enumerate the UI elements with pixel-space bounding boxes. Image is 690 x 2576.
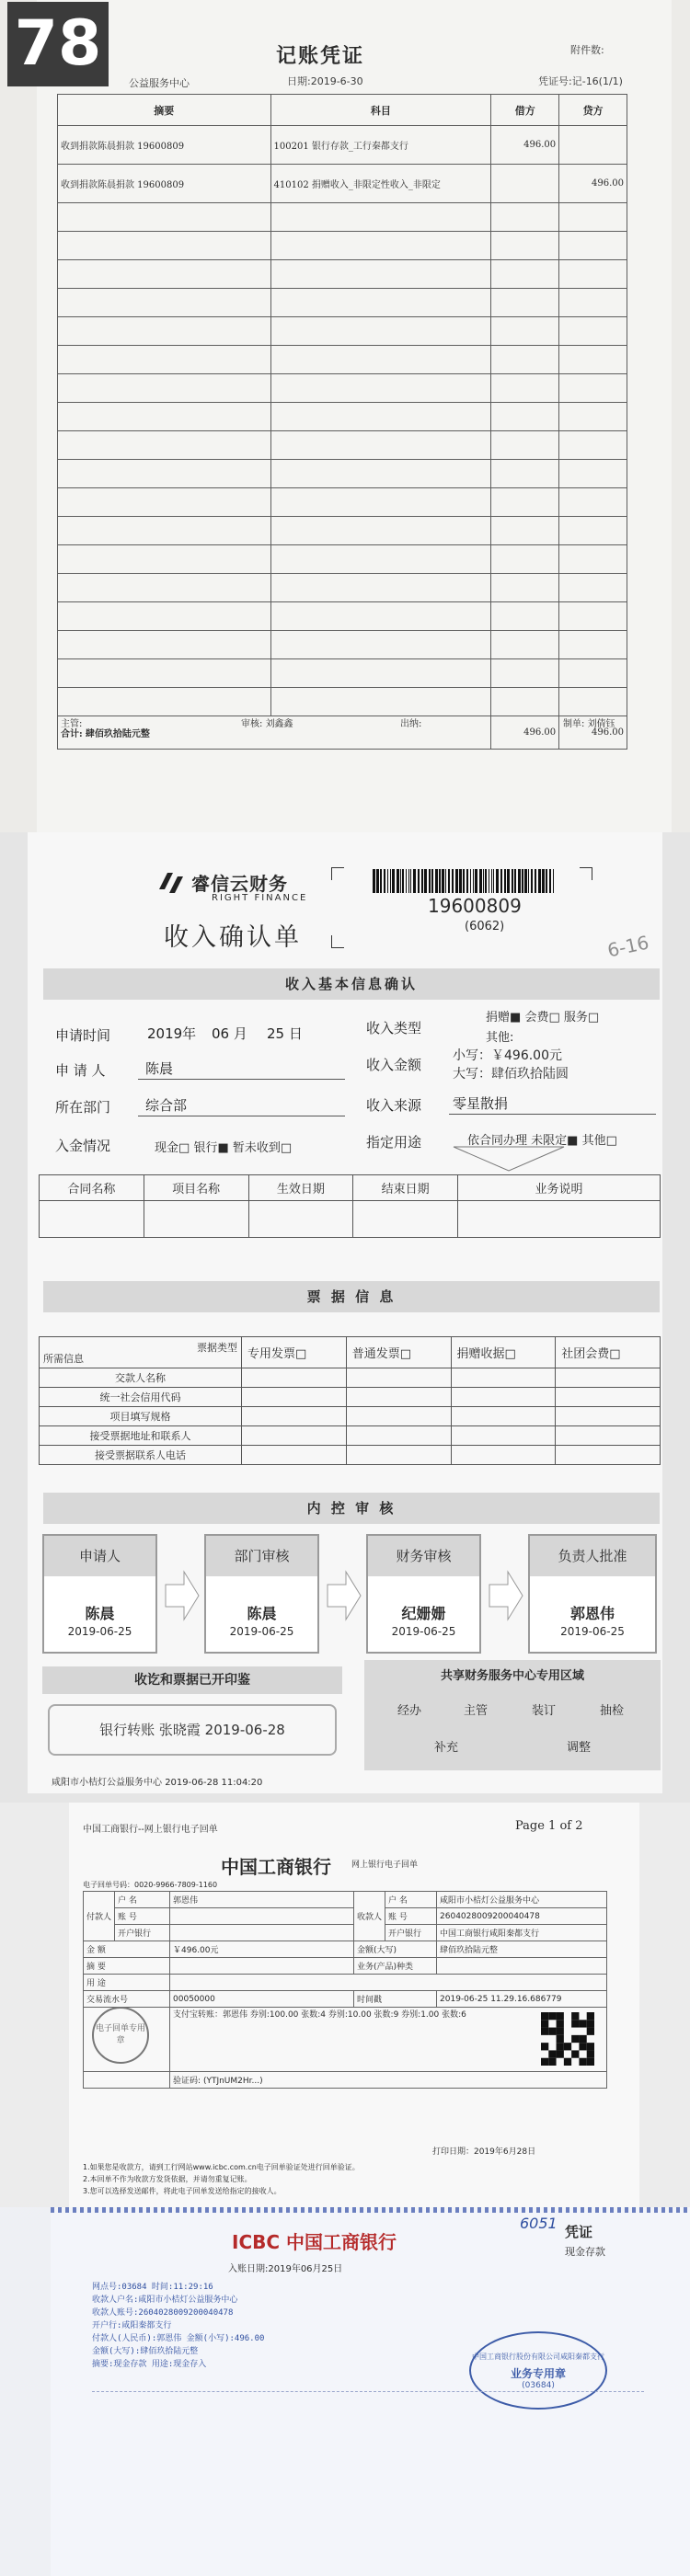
barcode-bar: [483, 869, 484, 893]
table-row: [58, 431, 627, 460]
qr-module: [564, 2058, 571, 2066]
col-debit: 借方: [491, 95, 559, 126]
barcode-bar: [387, 869, 388, 893]
barcode-bar: [442, 869, 444, 893]
purpose-other[interactable]: 其他□: [581, 1134, 617, 1148]
receipt-serial-sub: (6062): [465, 920, 505, 933]
basic-info-header: 收入基本信息确认: [43, 968, 660, 1000]
number-label: 凭证号:: [538, 75, 572, 87]
table-row: 收到捐款陈晨捐款 19600809 100201 银行存款_工行秦都支行 496.00: [58, 126, 627, 165]
purpose-unlimited[interactable]: 未限定■: [531, 1134, 579, 1148]
barcode-bar: [496, 869, 499, 893]
qr-module: [579, 2020, 586, 2027]
table-row: [58, 317, 627, 346]
receipt-stamp: 电子回单专用章: [92, 2007, 149, 2064]
qr-module: [557, 2035, 564, 2043]
brand-name: 睿信云财务: [191, 873, 288, 895]
bill-normal[interactable]: 普通发票□: [346, 1337, 451, 1368]
contract-table: 合同名称 项目名称 生效日期 结束日期 业务说明: [39, 1174, 661, 1238]
barcode-bar: [448, 869, 450, 893]
bank-receipt-sheet: [0, 1803, 690, 2207]
down-arrow-icon: [449, 1145, 569, 1173]
barcode-bar: [406, 869, 407, 893]
shared-label: 共享财务服务中心专用区域: [440, 1669, 584, 1683]
qr-module: [587, 2012, 594, 2020]
barcode-bar: [445, 869, 446, 893]
source: 零星散捐: [453, 1095, 509, 1112]
receipt-serial: 19600809: [428, 895, 522, 917]
qr-module: [587, 2058, 594, 2066]
cashier-label: 出纳:: [400, 719, 422, 729]
qr-module: [548, 2028, 556, 2035]
barcode-bar: [470, 869, 471, 893]
dept: 综合部: [145, 1097, 188, 1114]
flow-step-dept: 部门审核 陈晨 2019-06-25: [204, 1534, 319, 1654]
barcode-bar: [408, 869, 409, 893]
qr-module: [557, 2050, 564, 2057]
flow-arrow-icon: [164, 1568, 201, 1623]
voucher-org: 公益服务中心: [129, 77, 190, 89]
barcode-bar: [542, 869, 545, 893]
bank-receipt-table: 付款人 户 名 郭恩伟 收款人 户 名 咸阳市小桔灯公益服务中心 账 号 账 号 2604028009200040478 开户银行 开户银行 中国工商银行咸阳秦都支行 金 额 ￥496.00元 金额(大写) 肆佰玖拾陆元整 摘 要 业务(产品)种类 用 途 交易流水号 00050000 时间戳 2019-06-25 11.29.16.686779 支付宝转账：郭恩伟 券别:100.00 张数:4 券别:10.00 张数:9 券别:1.00 张数:6 验证码: (YTJnUM2Hr...): [83, 1891, 607, 2089]
qr-module: [557, 2012, 564, 2020]
barcode-bar: [522, 869, 523, 893]
barcode-bar: [392, 869, 395, 893]
bill-table: 所需信息 票据类型 专用发票□ 普通发票□ 捐赠收据□ 社团会费□ 交款人名称 统一社会信用代码 项目填写规格 接受票据地址和联系人 接受票据联系人电话: [39, 1336, 661, 1465]
barcode-bar: [390, 869, 391, 893]
bank-receipt-header: 中国工商银行--网上银行电子回单: [83, 1825, 218, 1835]
qr-code-icon: [541, 2012, 594, 2066]
barcode-bar: [504, 869, 506, 893]
barcode-bar: [413, 869, 416, 893]
table-row: [58, 631, 627, 659]
shared-item: 补充: [434, 1741, 459, 1755]
slip-date: 入账日期:2019年06月25日: [228, 2264, 343, 2274]
table-row: [58, 346, 627, 374]
qr-module: [571, 2012, 579, 2020]
purpose-label: 指定用途: [366, 1134, 422, 1151]
apply-year: 2019年: [147, 1025, 197, 1042]
barcode-bar: [531, 869, 533, 893]
col-account: 科目: [270, 95, 491, 126]
barcode-bar: [397, 869, 399, 893]
maker: 刘倩钰: [587, 719, 615, 729]
other-label: 其他:: [486, 1031, 514, 1045]
barcode-bar: [452, 869, 454, 893]
barcode-bar: [431, 869, 433, 893]
qr-module: [587, 2043, 594, 2050]
table-row: [58, 374, 627, 403]
dept-label: 所在部门: [55, 1099, 111, 1116]
bill-donation[interactable]: 捐赠收据□: [451, 1337, 556, 1368]
apply-month: 06 月: [212, 1025, 247, 1042]
applicant: 陈晨: [145, 1060, 174, 1077]
qr-module: [541, 2028, 548, 2035]
amount-small: 小写：￥496.00元: [453, 1048, 562, 1063]
flow-step-approver: 负责人批准 郭恩伟 2019-06-25: [528, 1534, 657, 1654]
control-header: 内 控 审 核: [43, 1493, 660, 1524]
barcode-bar: [402, 869, 404, 893]
type-label: 收入类型: [366, 1020, 422, 1036]
type-donation[interactable]: 捐赠■: [486, 1011, 522, 1025]
barcode-bar: [455, 869, 458, 893]
barcode-bar: [384, 869, 385, 893]
barcode-bar: [429, 869, 431, 893]
bill-info-header: 票 据 信 息: [43, 1281, 660, 1312]
icbc-logo: ICBC 中国工商银行: [232, 2231, 397, 2253]
auditor: 刘鑫鑫: [265, 719, 293, 729]
shared-item: 调整: [567, 1741, 592, 1755]
auditor-label: 审核:: [241, 719, 263, 729]
barcode-bar: [435, 869, 438, 893]
table-row: 收到捐款陈晨捐款 19600809 410102 捐赠收入_非限定性收入_非限定 496.00: [58, 165, 627, 203]
shared-item: 装订: [532, 1704, 557, 1718]
qr-module: [548, 2012, 556, 2020]
barcode-bar: [528, 869, 529, 893]
flow-arrow-icon: [326, 1568, 362, 1623]
slip-lines: 网点号:03684 时间:11:29:16 收款人户名:咸阳市小桔灯公益服务中心 收款人账号:2604028009200040478 开户行:咸阳秦都支行 付款人(人民币):郭恩伟 金额(小写):496.00 金额(大写):肆佰玖拾陆元整 摘要:现金存款 用途:现金存入: [92, 2283, 265, 2369]
entry-cash[interactable]: 现金□: [155, 1141, 190, 1155]
collect-label: 收讫和票据已开印鉴: [42, 1666, 342, 1694]
barcode-bar: [466, 869, 468, 893]
date-label: 日期:: [287, 75, 311, 87]
corner-mark: [580, 867, 592, 880]
shared-item: 抽检: [600, 1704, 625, 1718]
barcode-bar: [410, 869, 411, 893]
qr-module: [557, 2020, 564, 2027]
qr-module: [587, 2020, 594, 2027]
brand-logo-icon: [156, 869, 186, 897]
qr-module: [587, 2050, 594, 2057]
barcode-bar: [421, 869, 423, 893]
barcode-bar: [463, 869, 465, 893]
table-row: [58, 203, 627, 232]
barcode-bar: [535, 869, 536, 893]
table-row: [58, 545, 627, 574]
barcode-bar: [479, 869, 482, 893]
amount-label: 收入金额: [366, 1057, 422, 1073]
purpose-contract[interactable]: 依合同办理: [467, 1134, 528, 1148]
qr-module: [579, 2043, 586, 2050]
table-row: [58, 602, 627, 631]
table-row: [58, 232, 627, 260]
bank-name: 中国工商银行: [221, 1856, 331, 1878]
apply-time-label: 申请时间: [55, 1027, 111, 1044]
barcode-icon: [373, 869, 557, 893]
entry-label: 入金情况: [55, 1138, 111, 1154]
entry-none[interactable]: 暂未收到□: [232, 1141, 293, 1155]
barcode-bar: [538, 869, 541, 893]
barcode-bar: [500, 869, 502, 893]
bank-sub: 网上银行电子回单: [351, 1860, 419, 1870]
voucher-number: 记-16(1/1): [571, 75, 623, 87]
barcode-bar: [493, 869, 494, 893]
source-label: 收入来源: [366, 1097, 422, 1114]
bank-stamp: 中国工商银行股份有限公司咸阳秦都支行 业务专用章 (03684): [469, 2331, 607, 2410]
entry-bank[interactable]: 银行■: [193, 1141, 229, 1155]
qr-module: [571, 2020, 579, 2027]
receipt-footer-org: 咸阳市小桔灯公益服务中心: [52, 1778, 162, 1788]
slip-handwritten: 6051: [520, 2215, 558, 2232]
qr-module: [587, 2028, 594, 2035]
barcode-bar: [549, 869, 551, 893]
barcode-bar: [475, 869, 477, 893]
barcode-bar: [507, 869, 510, 893]
table-row: [58, 688, 627, 716]
qr-module: [557, 2028, 564, 2035]
barcode-bar: [376, 869, 379, 893]
barcode-bar: [553, 869, 554, 893]
barcode-bar: [418, 869, 420, 893]
qr-module: [564, 2043, 571, 2050]
table-row: [58, 403, 627, 431]
applicant-label: 申 请 人: [55, 1062, 106, 1079]
receipt-title: 收入确认单: [164, 923, 302, 952]
bank-slip-sheet: [0, 2207, 690, 2576]
corner-mark: [331, 867, 344, 880]
corner-mark: [331, 935, 344, 948]
table-row: [58, 460, 627, 488]
qr-module: [541, 2020, 548, 2027]
supervisor-label: 主管:: [61, 719, 83, 729]
qr-module: [548, 2050, 556, 2057]
flow-step-applicant: 申请人 陈晨 2019-06-25: [42, 1534, 157, 1654]
print-time: 打印日期：2019年6月28日: [432, 2147, 536, 2157]
amount-big: 大写：肆佰玖拾陆圆: [453, 1067, 569, 1082]
bank-receipt-page: Page 1 of 2: [515, 1819, 583, 1833]
barcode-bar: [518, 869, 521, 893]
qr-module: [541, 2012, 548, 2020]
barcode-bar: [514, 869, 516, 893]
barcode-bar: [424, 869, 427, 893]
qr-module: [541, 2043, 548, 2050]
barcode-bar: [380, 869, 382, 893]
qr-module: [579, 2058, 586, 2066]
slip-title: 凭证: [565, 2224, 593, 2240]
flow-arrow-icon: [488, 1568, 524, 1623]
type-service[interactable]: 服务□: [563, 1011, 600, 1025]
page-badge: 78: [7, 2, 109, 86]
voucher-sheet: [0, 0, 690, 832]
barcode-bar: [400, 869, 401, 893]
qr-module: [557, 2043, 564, 2050]
collect-stamp: 银行转账 张晓霞 2019-06-28: [48, 1704, 337, 1756]
table-row: [58, 574, 627, 602]
bill-fee[interactable]: 社团会费□: [556, 1337, 661, 1368]
col-credit: 贷方: [559, 95, 627, 126]
table-row: [58, 517, 627, 545]
slip-type: 现金存款: [565, 2246, 605, 2258]
maker-label: 制单:: [563, 719, 585, 729]
bill-special[interactable]: 专用发票□: [242, 1337, 347, 1368]
qr-module: [541, 2058, 548, 2066]
table-row: [58, 289, 627, 317]
qr-module: [571, 2050, 579, 2057]
receipt-no: 电子回单号码：0020-9966-7809-1160: [83, 1881, 218, 1889]
receipt-sheet: [0, 832, 690, 1803]
barcode-bar: [439, 869, 441, 893]
qr-module: [571, 2035, 579, 2043]
flow-step-finance: 财务审核 纪姗姗 2019-06-25: [366, 1534, 481, 1654]
type-fee[interactable]: 会费□: [524, 1011, 560, 1025]
table-row: [58, 659, 627, 688]
shared-item: 经办: [397, 1704, 422, 1718]
barcode-bar: [512, 869, 513, 893]
voucher-table: [57, 94, 627, 750]
barcode-bar: [473, 869, 474, 893]
handwritten-mark: 6-16: [605, 931, 651, 962]
barcode-bar: [373, 869, 375, 893]
table-row: [58, 260, 627, 289]
voucher-date: 2019-6-30: [310, 75, 363, 87]
receipt-notes: 1.如果您是收款方，请到工行网站www.icbc.com.cn电子回单验证处进行回单验证。 2.本回单不作为收款方发货依据，并请勿重复记账。 3.您可以选择发送邮件，将此电子回单发送给指定的接收人。: [83, 2163, 360, 2195]
receipt-footer-time: 2019-06-28 11:04:20: [165, 1778, 263, 1788]
barcode-bar: [459, 869, 462, 893]
barcode-bar: [524, 869, 527, 893]
shared-item: 主管: [464, 1704, 489, 1718]
qr-module: [548, 2058, 556, 2066]
barcode-bar: [491, 869, 492, 893]
barcode-bar: [546, 869, 547, 893]
brand-english: RIGHT FINANCE: [212, 893, 308, 903]
barcode-bar: [485, 869, 487, 893]
attachments-label: 附件数:: [570, 44, 604, 56]
voucher-title: 记账凭证: [276, 45, 365, 68]
col-summary: 摘要: [58, 95, 271, 126]
table-row: [58, 488, 627, 517]
total-row: 合计: 肆佰玖拾陆元整 496.00 496.00: [58, 716, 627, 750]
apply-day: 25 日: [267, 1025, 303, 1042]
qr-module: [579, 2035, 586, 2043]
